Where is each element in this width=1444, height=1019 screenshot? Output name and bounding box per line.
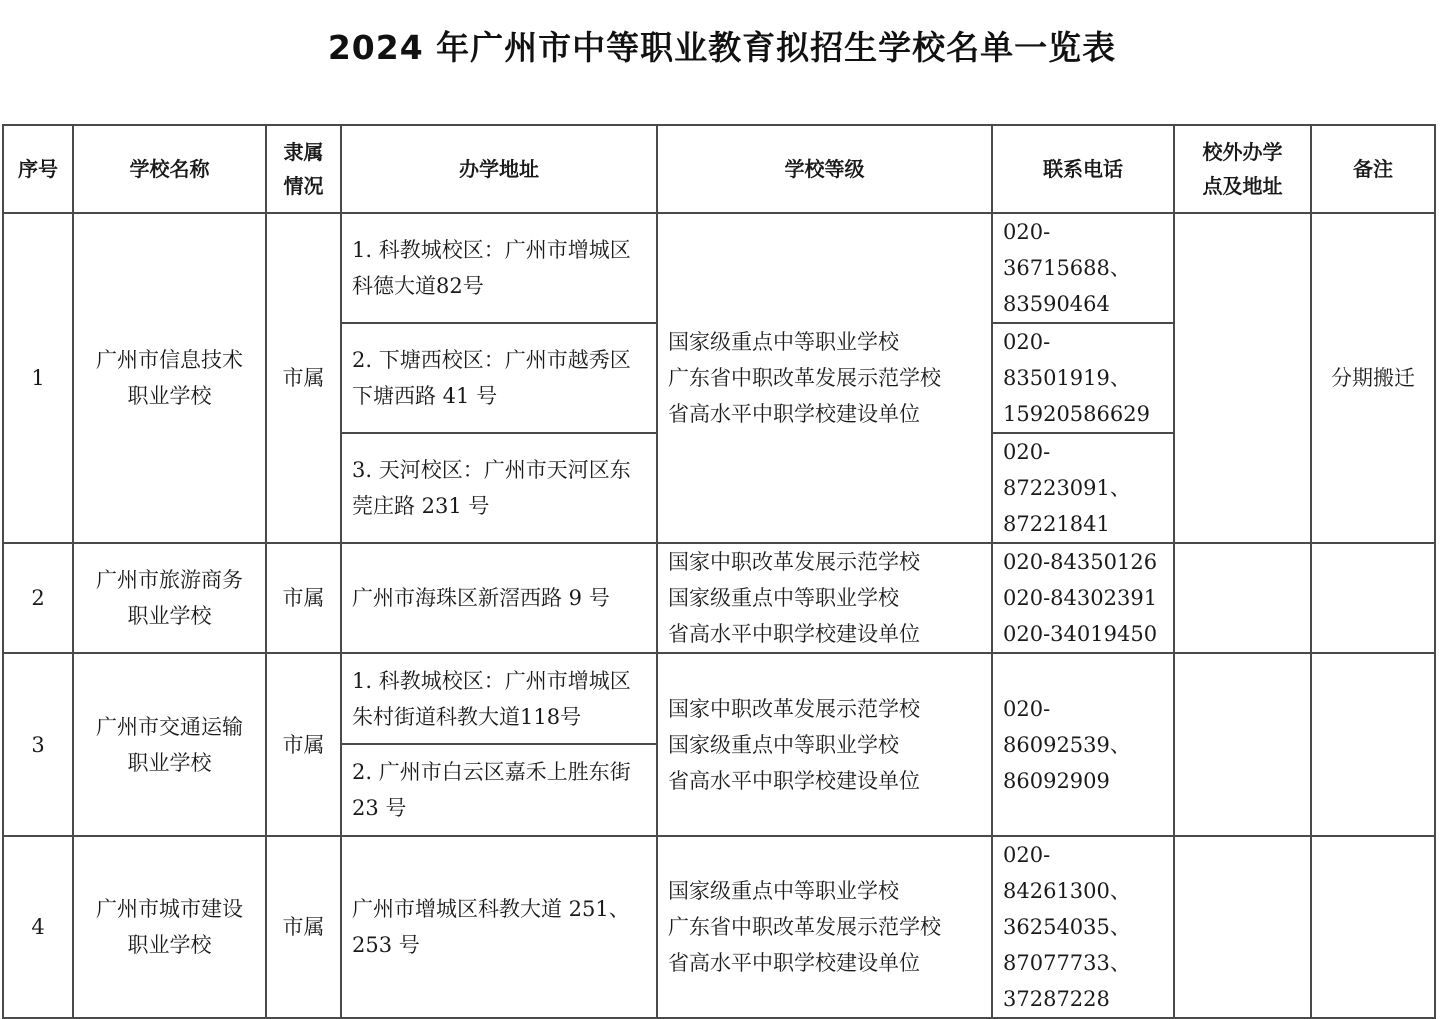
campus-address: 1. 科教城校区：广州市增城区朱村街道科教大道118号 — [341, 653, 657, 744]
remarks — [1311, 543, 1435, 653]
campus-address: 2. 广州市白云区嘉禾上胜东街 23 号 — [341, 744, 657, 836]
contact-phone: 020-86092539、 86092909 — [992, 653, 1174, 836]
row-index: 3 — [3, 653, 73, 836]
affiliation: 市属 — [266, 836, 341, 1018]
contact-phone: 020-84350126 020-84302391 020-34019450 — [992, 543, 1174, 653]
school-name: 广州市交通运输 职业学校 — [73, 653, 266, 836]
header-phone: 联系电话 — [992, 125, 1174, 213]
contact-phone: 020-84261300、 36254035、 87077733、 37287228 — [992, 836, 1174, 1018]
school-level: 国家级重点中等职业学校 广东省中职改革发展示范学校 省高水平中职学校建设单位 — [657, 836, 992, 1018]
row-index: 4 — [3, 836, 73, 1018]
remarks — [1311, 653, 1435, 836]
school-name: 广州市旅游商务 职业学校 — [73, 543, 266, 653]
campus-address: 2. 下塘西校区：广州市越秀区下塘西路 41 号 — [341, 323, 657, 433]
offsite-location — [1174, 543, 1311, 653]
campus-phone: 020-87223091、 87221841 — [992, 433, 1174, 543]
table-header-row — [3, 125, 1435, 213]
row-index: 1 — [3, 213, 73, 543]
school-level: 国家级重点中等职业学校 广东省中职改革发展示范学校 省高水平中职学校建设单位 — [657, 213, 992, 543]
school-name: 广州市信息技术 职业学校 — [73, 213, 266, 543]
header-address: 办学地址 — [341, 125, 657, 213]
table-row — [3, 543, 1435, 653]
affiliation: 市属 — [266, 543, 341, 653]
offsite-location — [1174, 836, 1311, 1018]
remarks: 分期搬迁 — [1311, 213, 1435, 543]
campus-address: 广州市增城区科教大道 251、253 号 — [341, 836, 657, 1018]
table-row — [3, 653, 1435, 744]
table-row — [3, 836, 1435, 1018]
campus-phone: 020-83501919、 15920586629 — [992, 323, 1174, 433]
header-school-level: 学校等级 — [657, 125, 992, 213]
offsite-location — [1174, 213, 1311, 543]
remarks — [1311, 836, 1435, 1018]
campus-address: 广州市海珠区新滘西路 9 号 — [341, 543, 657, 653]
affiliation: 市属 — [266, 653, 341, 836]
header-index: 序号 — [3, 125, 73, 213]
table-row — [3, 213, 1435, 323]
campus-phone: 020-36715688、 83590464 — [992, 213, 1174, 323]
offsite-location — [1174, 653, 1311, 836]
affiliation: 市属 — [266, 213, 341, 543]
school-level: 国家中职改革发展示范学校 国家级重点中等职业学校 省高水平中职学校建设单位 — [657, 653, 992, 836]
header-remarks: 备注 — [1311, 125, 1435, 213]
header-offsite: 校外办学 点及地址 — [1174, 125, 1311, 213]
header-affiliation: 隶属 情况 — [266, 125, 341, 213]
campus-address: 1. 科教城校区：广州市增城区科德大道82号 — [341, 213, 657, 323]
row-index: 2 — [3, 543, 73, 653]
header-school-name: 学校名称 — [73, 125, 266, 213]
school-level: 国家中职改革发展示范学校 国家级重点中等职业学校 省高水平中职学校建设单位 — [657, 543, 992, 653]
school-name: 广州市城市建设 职业学校 — [73, 836, 266, 1018]
campus-address: 3. 天河校区：广州市天河区东莞庄路 231 号 — [341, 433, 657, 543]
schools-table — [2, 124, 1436, 1019]
document-title: 2024 年广州市中等职业教育拟招生学校名单一览表 — [327, 28, 1117, 67]
